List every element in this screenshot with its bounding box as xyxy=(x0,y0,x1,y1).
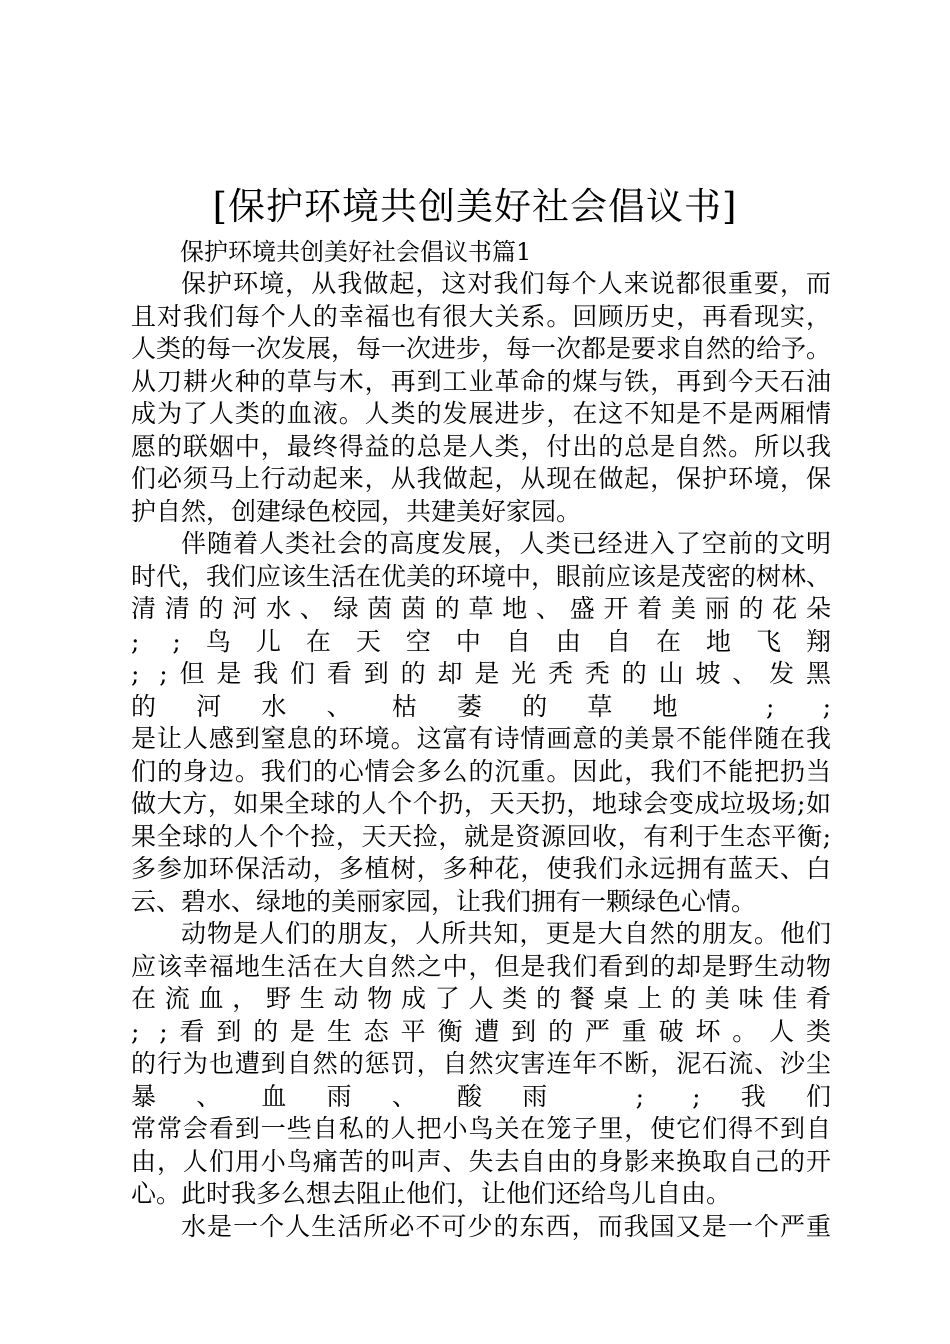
body-line: 们必须马上行动起来，从我做起，从现在做起，保护环境，保 xyxy=(131,464,831,493)
body-line: 暴、血雨、酸雨 ; ;我们 xyxy=(131,1081,831,1111)
body-line: 愿的联姻中，最终得益的总是人类，付出的总是自然。所以我 xyxy=(131,431,831,461)
body-line: 在流血，野生动物成了人类的餐桌上的美味佳肴 xyxy=(131,984,831,1013)
body-line: 由，人们用小鸟痛苦的叫声、失去自由的身影来换取自己的开 xyxy=(131,1146,831,1176)
body-line: 清清的河水、绿茵茵的草地、盛开着美丽的花朵 xyxy=(131,594,831,623)
body-line: 保护环境，从我做起，这对我们每个人来说都很重要，而 xyxy=(181,269,831,298)
body-line: 多参加环保活动，多植树，多种花，使我们永远拥有蓝天、白 xyxy=(131,854,831,883)
body-line: 伴随着人类社会的高度发展，人类已经进入了空前的文明 xyxy=(181,529,831,558)
body-line: 成为了人类的血液。人类的发展进步，在这不知是不是两厢情 xyxy=(131,399,831,428)
body-line: 从刀耕火种的草与木，再到工业革命的煤与铁，再到今天石油 xyxy=(131,366,831,396)
body-line: 护自然，创建绿色校园，共建美好家园。 xyxy=(131,496,582,526)
body-line: 的行为也遭到自然的惩罚，自然灾害连年不断，泥石流、沙尘 xyxy=(131,1049,831,1078)
body-line: 常常会看到一些自私的人把小鸟关在笼子里，使它们得不到自 xyxy=(131,1114,831,1143)
document-title: [保护环境共创美好社会倡议书] xyxy=(212,185,738,228)
body-line: 应该幸福地生活在大自然之中，但是我们看到的却是野生动物 xyxy=(131,951,831,981)
body-line: 水是一个人生活所必不可少的东西，而我国又是一个严重 xyxy=(181,1211,831,1241)
body-line: ; ;但是我们看到的却是光秃秃的山坡、发黑 xyxy=(131,659,831,688)
body-line: 的河水、枯萎的草地 ; ; xyxy=(131,691,831,721)
body-line: 人类的每一次发展，每一次进步，每一次都是要求自然的给予。 xyxy=(131,334,831,363)
body-line: 且对我们每个人的幸福也有很大关系。回顾历史，再看现实， xyxy=(131,301,831,331)
body-line: 果全球的人个个捡，天天捡，就是资源回收，有利于生态平衡; xyxy=(131,821,831,851)
body-line: 心。此时我多么想去阻止他们，让他们还给鸟儿自由。 xyxy=(131,1179,732,1208)
body-line: ; ;鸟儿在天空中自由自在地飞翔 xyxy=(131,626,831,656)
document-subtitle: 保护环境共创美好社会倡议书篇1 xyxy=(180,238,532,266)
body-line: 是让人感到窒息的环境。这富有诗情画意的美景不能伴随在我 xyxy=(131,724,831,753)
body-line: 云、碧水、绿地的美丽家园，让我们拥有一颗绿色心情。 xyxy=(131,886,757,916)
body-line: 动物是人们的朋友，人所共知，更是大自然的朋友。他们 xyxy=(181,919,831,948)
body-line: 做大方，如果全球的人个个扔，天天扔，地球会变成垃圾场;如 xyxy=(131,789,831,818)
body-line: 们的身边。我们的心情会多么的沉重。因此，我们不能把扔当 xyxy=(131,756,831,786)
document-body xyxy=(131,268,831,1243)
body-line: ; ;看到的是生态平衡遭到的严重破坏。人类 xyxy=(131,1016,831,1046)
body-line: 时代，我们应该生活在优美的环境中，眼前应该是茂密的树林、 xyxy=(131,561,831,591)
